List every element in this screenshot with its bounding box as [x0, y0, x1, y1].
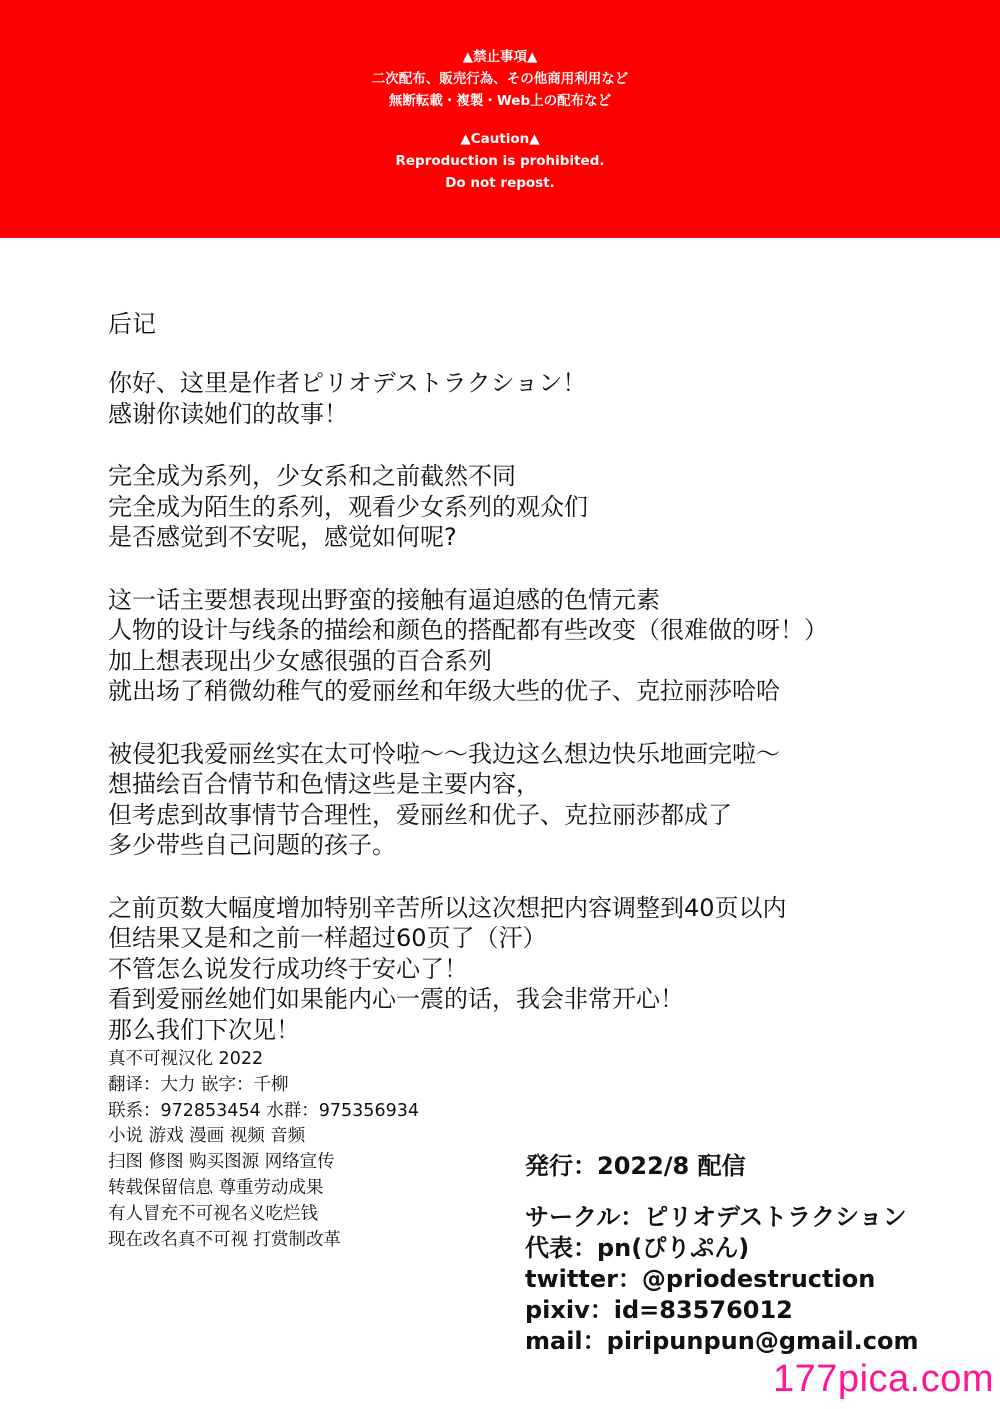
notice-heading-jp: ▲禁止事項▲ [462, 49, 538, 65]
notice-line: 無断転載・複製・Web上の配布など [388, 93, 612, 109]
text-line: 这一话主要想表现出野蛮的接触有逼迫感的色情元素 [108, 585, 660, 614]
text-line: 想描绘百合情节和色情这些是主要内容， [108, 770, 540, 798]
japanese-notice [0, 46, 1000, 112]
notice-line: Do not repost. [445, 175, 555, 191]
text-line: 完全成为系列，少女系和之前截然不同 [108, 462, 516, 490]
text-line: 不管怎么说发行成功终于安心了！ [108, 954, 468, 983]
circle-name: サークル：ピリオデストラクション [525, 1203, 907, 1231]
credit-line: 联系：972853454 水群：975356934 [108, 1100, 419, 1121]
pixiv-id: pixiv：id=83576012 [525, 1296, 793, 1324]
notice-line: Reproduction is prohibited. [395, 153, 605, 169]
credit-line: 有人冒充不可视名义吃烂钱 [108, 1203, 318, 1224]
contact-email: mail：piripunpun@gmail.com [525, 1327, 919, 1355]
credit-line: 翻译：大力 嵌字：千柳 [108, 1074, 289, 1095]
text-line: 人物的设计与线条的描绘和颜色的搭配都有些改变（很难做的呀！） [108, 616, 828, 644]
afterword-paragraph [108, 893, 968, 1046]
credit-line: 小说 游戏 漫画 视频 音频 [108, 1126, 306, 1147]
text-line: 你好、这里是作者ピリオデストラクション！ [108, 369, 587, 397]
credit-line: 真不可视汉化 2022 [108, 1049, 264, 1069]
afterword-paragraph [108, 368, 968, 429]
afterword-paragraph [108, 739, 968, 861]
publication-info [525, 1150, 919, 1357]
text-line: 加上想表现出少女感很强的百合系列 [108, 646, 492, 675]
text-line: 感谢你读她们的故事！ [108, 399, 348, 428]
text-line: 但结果又是和之前一样超过60页了（汗） [108, 924, 547, 952]
text-line: 那么我们下次见！ [108, 1015, 300, 1044]
text-line: 就出场了稍微幼稚气的爱丽丝和年级大些的优子、克拉丽莎哈哈 [108, 677, 780, 705]
afterword [108, 306, 968, 1045]
notice-heading-en: ▲Caution▲ [460, 131, 540, 147]
afterword-title: 后记 [108, 310, 156, 338]
credit-line: 扫图 修图 购买图源 网络宣传 [108, 1152, 335, 1173]
translation-credits [108, 1047, 419, 1253]
english-notice [0, 128, 1000, 194]
afterword-paragraph [108, 585, 968, 707]
afterword-paragraph [108, 461, 968, 553]
text-line: 看到爱丽丝她们如果能内心一震的话，我会非常开心！ [108, 985, 684, 1013]
representative: 代表：pn(ぴりぷん) [525, 1234, 750, 1262]
credit-line: 转载保留信息 尊重劳动成果 [108, 1177, 324, 1198]
text-line: 之前页数大幅度增加特别辛苦所以这次想把内容调整到40页以内 [108, 893, 787, 922]
text-line: 但考虑到故事情节合理性，爱丽丝和优子、克拉丽莎都成了 [108, 800, 732, 829]
text-line: 被侵犯我爱丽丝实在太可怜啦～～我边这么想边快乐地画完啦～ [108, 739, 780, 768]
notice-line: 二次配布、販売行為、その他商用利用など [371, 71, 629, 87]
text-line: 多少带些自己问题的孩子。 [108, 831, 396, 859]
text-line: 完全成为陌生的系列，观看少女系列的观众们 [108, 492, 588, 521]
twitter-handle: twitter：@priodestruction [525, 1265, 876, 1293]
issue-date: 発行：2022/8 配信 [525, 1152, 746, 1180]
text-line: 是否感觉到不安呢，感觉如何呢? [108, 523, 457, 551]
prohibition-banner [0, 0, 1000, 238]
site-watermark: 177pica.com [773, 1358, 994, 1400]
credit-line: 现在改名真不可视 打赏制改革 [108, 1229, 342, 1250]
